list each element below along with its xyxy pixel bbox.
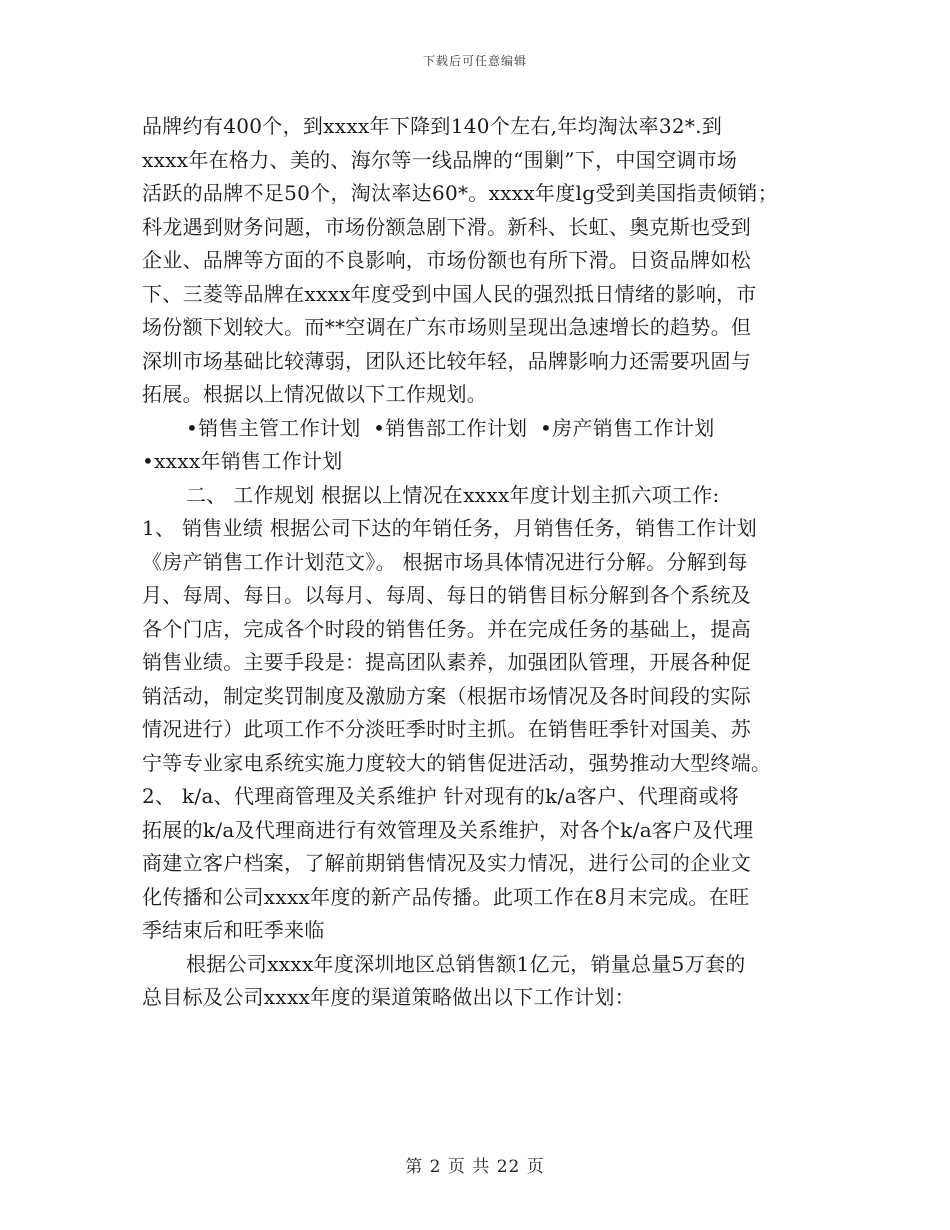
text-line: 各个门店，完成各个时段的销售任务。并在完成任务的基础上，提高 (142, 616, 751, 641)
related-link-line[interactable]: •xxxx年销售工作计划 (142, 449, 343, 473)
document-body (142, 110, 822, 1015)
text-line: 情况进行）此项工作不分淡旺季时时主抓。在销售旺季针对国美、苏 (142, 717, 751, 741)
page-footer: 第 2 页 共 22 页 (405, 1157, 545, 1177)
text-line: 场份额下划较大。而**空调在广东市场则呈现出急速增长的趋势。但 (142, 315, 752, 339)
text-line: xxxx年在格力、美的、海尔等一线品牌的“围剿”下，中国空调市场 (142, 147, 738, 172)
text-line: 季结束后和旺季来临 (142, 918, 325, 942)
text-line: 2、 k/a、代理商管理及关系维护 针对现有的k/a客户、代理商或将 (142, 784, 740, 808)
text-line: 月、每周、每日。以每月、每周、每日的销售目标分解到各个系统及 (142, 583, 751, 607)
section-heading-line: 二、 工作规划 根据以上情况在xxxx年度计划主抓六项工作: (186, 482, 720, 507)
text-line: 《房产销售工作计划范文》。 根据市场具体情况进行分解。分解到每 (142, 549, 748, 574)
text-line: 总目标及公司xxxx年度的渠道策略做出以下工作计划： (142, 985, 635, 1009)
text-line: 根据公司xxxx年度深圳地区总销售额1亿元，销量总量5万套的 (186, 951, 746, 976)
text-line: 宁等专业家电系统实施力度较大的销售促进活动，强势推动大型终端。 (142, 750, 772, 775)
page-header: 下载后可任意编辑 (422, 54, 527, 68)
text-line: 企业、品牌等方面的不良影响，市场份额也有所下滑。日资品牌如松 (142, 248, 751, 272)
text-line: 拓展。根据以上情况做以下工作规划。 (142, 382, 488, 406)
text-line: 下、三菱等品牌在xxxx年度受到中国人民的强烈抵日情绪的影响，市 (142, 281, 757, 306)
text-line: 品牌约有400个，到xxxx年下降到140个左右,年均淘汰率32*.到 (142, 114, 723, 138)
related-links-line[interactable]: •销售主管工作计划 •销售部工作计划 •房产销售工作计划 (186, 415, 715, 440)
text-line: 深圳市场基础比较薄弱，团队还比较年轻，品牌影响力还需要巩固与 (142, 348, 751, 373)
text-line: 销售业绩。主要手段是：提高团队素养，加强团队管理，开展各种促 (142, 650, 751, 674)
text-line: 科龙遇到财务问题，市场份额急剧下滑。新科、长虹、奥克斯也受到 (142, 214, 751, 239)
text-line: 拓展的k/a及代理商进行有效管理及关系维护，对各个k/a客户及代理 (142, 817, 754, 842)
text-line: 1、 销售业绩 根据公司下达的年销任务，月销售任务，销售工作计划 (142, 516, 758, 540)
text-line: 化传播和公司xxxx年度的新产品传播。此项工作在8月末完成。在旺 (142, 884, 750, 909)
text-line: 商建立客户档案，了解前期销售情况及实力情况，进行公司的企业文 (142, 851, 751, 875)
text-line: 活跃的品牌不足50个，淘汰率达60*。xxxx年度lg受到美国指责倾销； (142, 181, 779, 205)
text-line: 销活动，制定奖罚制度及激励方案（根据市场情况及各时间段的实际 (142, 683, 751, 708)
